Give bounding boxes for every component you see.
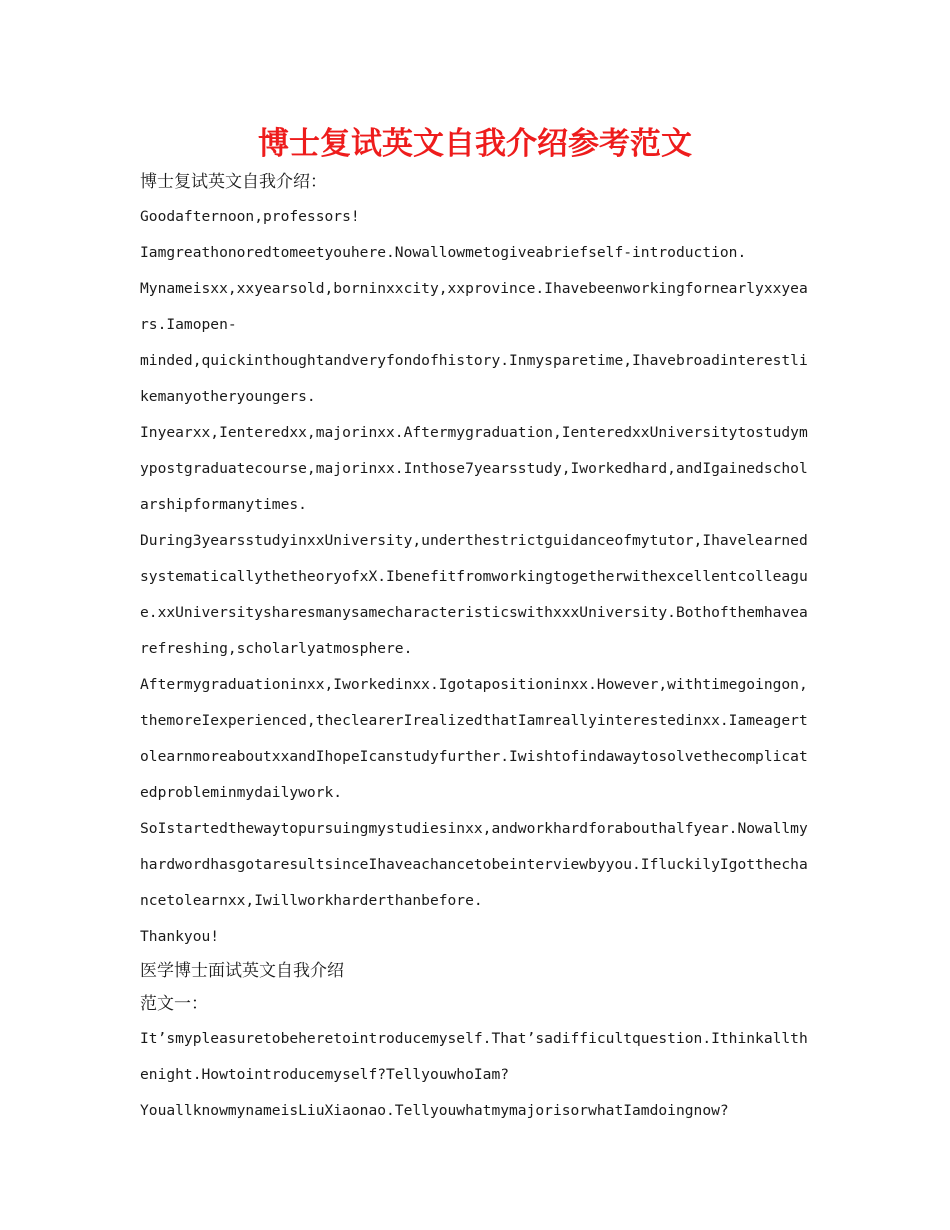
paragraph: During3yearsstudyinxxUniversity,underthestrictguidanceofmytutor,IhavelearnedsystematicallythetheoryofxX.Ibenefitfromworkingtogetherwithexcellentcolleague.xxUniversitysharesmanysamecharacteristicswithxxxUniversity.Bothofthemhavearefreshing,scholarlyatmosphere.: [140, 532, 808, 657]
paragraph: Iamgreathonoredtomeetyouhere.Nowallowmetogiveabriefself-introduction.: [140, 244, 747, 261]
paragraph: SoIstartedthewaytopursuingmystudiesinxx,andworkhardforabouthalfyear.NowallmyhardwordhasgotaresultsinceIhaveachancetobeinterviewbyyou.IfluckilyIgotthechancetolearnxx,Iwillworkharderthanbefore.: [140, 820, 808, 909]
paragraph: Mynameisxx,xxyearsold,borninxxcity,xxprovince.Ihavebeenworkingfornearlyxxyears.Iamopen-: [140, 280, 808, 333]
paragraph: minded,quickinthoughtandveryfondofhistory.Inmysparetime,Ihavebroadinterestlikemanyotheryoungers.: [140, 352, 808, 405]
page-title: 博士复试英文自我介绍参考范文: [258, 126, 692, 162]
paragraph: It’smypleasuretobeheretointroducemyself.That’sadifficultquestion.Ithinkallthenight.Howtointroducemyself?TellyouwhoIam?: [140, 1030, 808, 1083]
document-body: [140, 166, 812, 1129]
paragraph: Inyearxx,Ienteredxx,majorinxx.Aftermygraduation,IenteredxxUniversitytostudymypostgraduatecourse,majorinxx.Inthose7yearsstudy,Iworkedhard,andIgainedscholarshipformanytimes.: [140, 424, 808, 513]
paragraph: Aftermygraduationinxx,Iworkedinxx.Igotapositioninxx.However,withtimegoingon,themoreIexperienced,theclearerIrealizedthatIamreallyinterestedinxx.IameagertolearnmoreaboutxxandIhopeIcanstudyfurther.Iwishtofindawaytosolvethecomplicatedprobleminmydailywork.: [140, 676, 808, 801]
paragraph: Goodafternoon,professors!: [140, 208, 360, 225]
section-heading: 博士复试英文自我介绍：: [140, 172, 327, 192]
paragraph: YouallknowmynameisLiuXiaonao.TellyouwhatmymajorisorwhatIamdoingnow?: [140, 1102, 729, 1119]
section-heading: 医学博士面试英文自我介绍: [140, 961, 344, 981]
section-subheading: 范文一：: [140, 994, 208, 1014]
paragraph: Thankyou!: [140, 928, 220, 945]
